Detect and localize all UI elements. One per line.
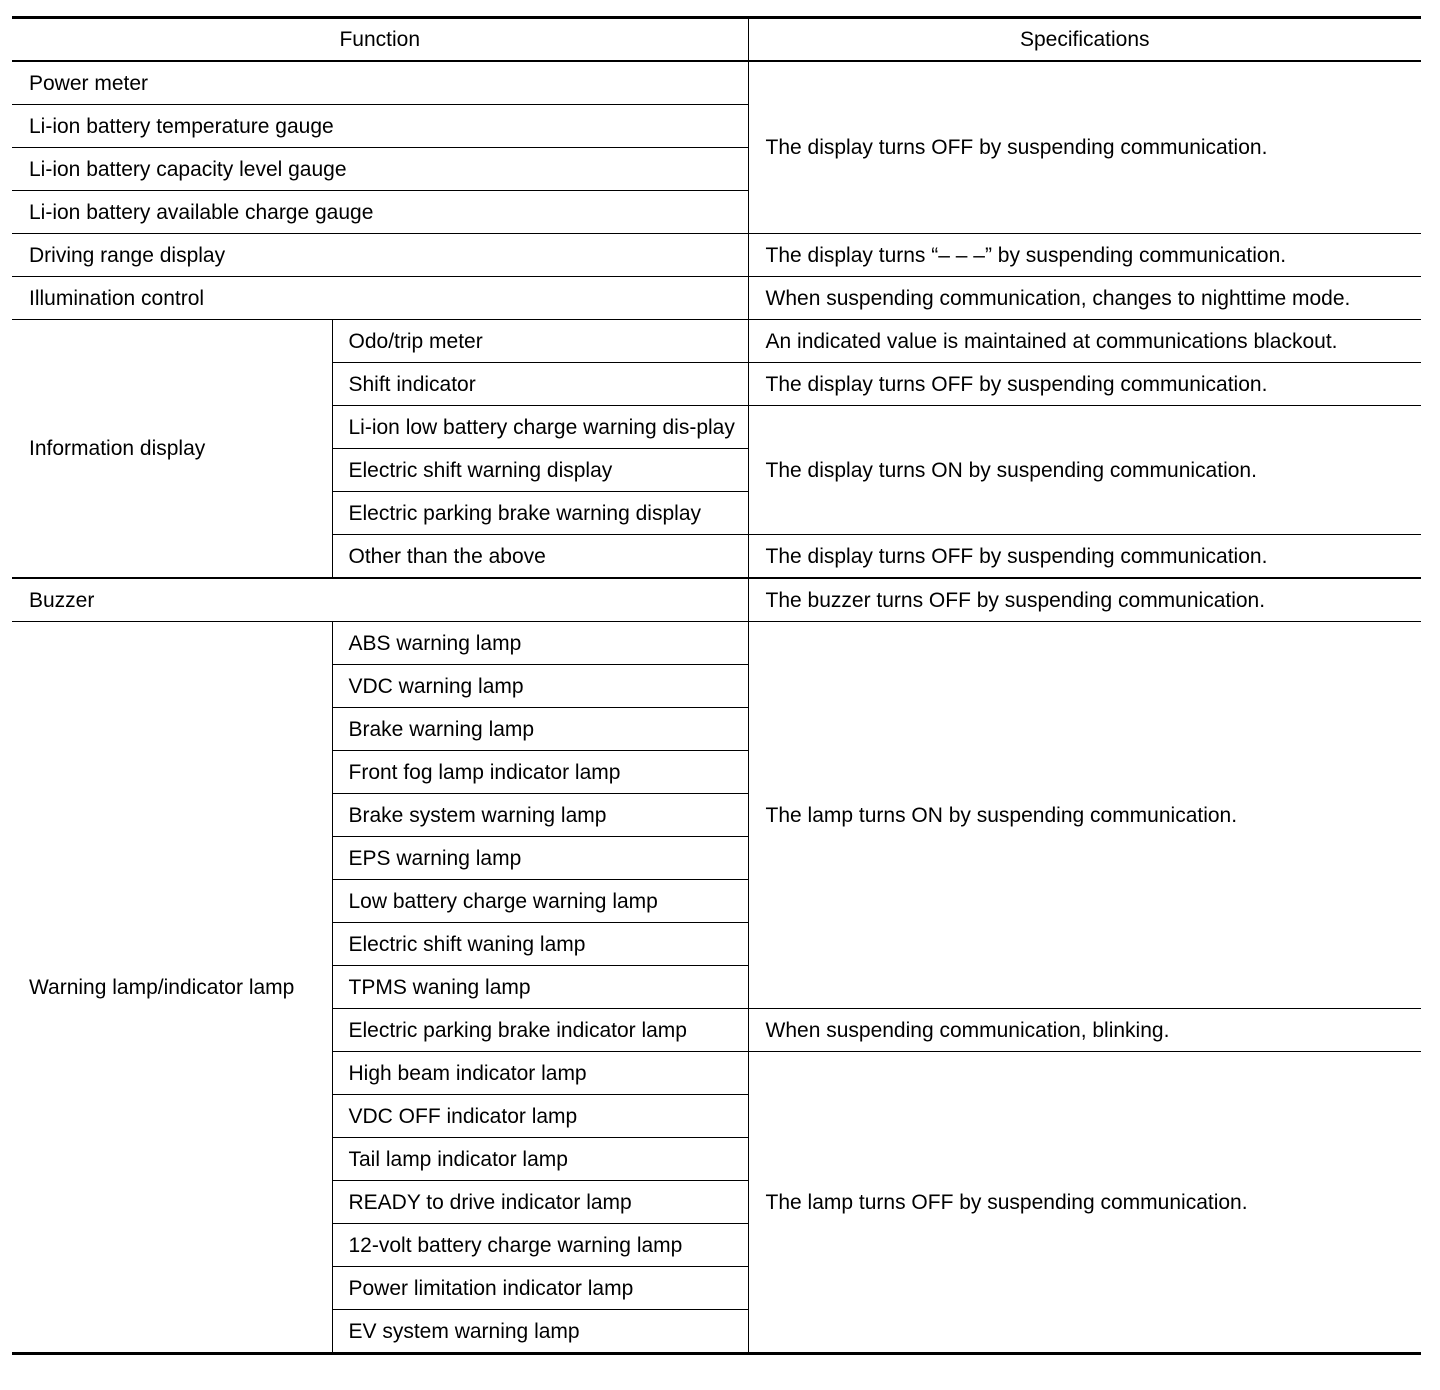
subfunction-cell: Tail lamp indicator lamp — [332, 1138, 748, 1181]
spec-cell: The display turns OFF by suspending communication. — [748, 363, 1421, 406]
subfunction-cell: ABS warning lamp — [332, 622, 748, 665]
table-row — [12, 622, 1421, 665]
subfunction-cell: Li-ion low battery charge warning dis-play — [332, 406, 748, 449]
spec-cell: The buzzer turns OFF by suspending communication. — [748, 578, 1421, 622]
subfunction-cell: Odo/trip meter — [332, 320, 748, 363]
function-cell: Li-ion battery capacity level gauge — [12, 148, 748, 191]
specifications-header: Specifications — [748, 18, 1421, 62]
fail-safe-table — [12, 16, 1421, 1355]
function-cell: Li-ion battery temperature gauge — [12, 105, 748, 148]
subfunction-cell: High beam indicator lamp — [332, 1052, 748, 1095]
table-row — [12, 277, 1421, 320]
spec-cell: The display turns OFF by suspending communication. — [748, 61, 1421, 234]
group-label-information-display: Information display — [12, 320, 332, 579]
subfunction-cell: Brake system warning lamp — [332, 794, 748, 837]
table-row — [12, 61, 1421, 105]
subfunction-cell: TPMS waning lamp — [332, 966, 748, 1009]
subfunction-cell: Electric parking brake indicator lamp — [332, 1009, 748, 1052]
subfunction-cell: Low battery charge warning lamp — [332, 880, 748, 923]
group-label-warning-lamp: Warning lamp/indicator lamp — [12, 622, 332, 1354]
subfunction-cell: Electric parking brake warning display — [332, 492, 748, 535]
spec-cell: When suspending communication, changes to nighttime mode. — [748, 277, 1421, 320]
function-cell: Buzzer — [12, 578, 748, 622]
subfunction-cell: 12-volt battery charge warning lamp — [332, 1224, 748, 1267]
subfunction-cell: Electric shift warning display — [332, 449, 748, 492]
header-row — [12, 18, 1421, 62]
subfunction-cell: EPS warning lamp — [332, 837, 748, 880]
function-header: Function — [12, 18, 748, 62]
spec-cell: An indicated value is maintained at communications blackout. — [748, 320, 1421, 363]
function-cell: Illumination control — [12, 277, 748, 320]
subfunction-cell: Electric shift waning lamp — [332, 923, 748, 966]
spec-cell: The display turns OFF by suspending communication. — [748, 535, 1421, 579]
table-row — [12, 320, 1421, 363]
table-row — [12, 234, 1421, 277]
spec-cell: The display turns ON by suspending communication. — [748, 406, 1421, 535]
function-cell: Power meter — [12, 61, 748, 105]
subfunction-cell: Power limitation indicator lamp — [332, 1267, 748, 1310]
subfunction-cell: Shift indicator — [332, 363, 748, 406]
function-cell: Li-ion battery available charge gauge — [12, 191, 748, 234]
spec-cell: The lamp turns ON by suspending communication. — [748, 622, 1421, 1009]
spec-cell: When suspending communication, blinking. — [748, 1009, 1421, 1052]
function-cell: Driving range display — [12, 234, 748, 277]
subfunction-cell: READY to drive indicator lamp — [332, 1181, 748, 1224]
subfunction-cell: VDC warning lamp — [332, 665, 748, 708]
subfunction-cell: Front fog lamp indicator lamp — [332, 751, 748, 794]
table-row — [12, 578, 1421, 622]
spec-cell: The display turns “– – –” by suspending communication. — [748, 234, 1421, 277]
subfunction-cell: EV system warning lamp — [332, 1310, 748, 1354]
subfunction-cell: VDC OFF indicator lamp — [332, 1095, 748, 1138]
subfunction-cell: Other than the above — [332, 535, 748, 579]
subfunction-cell: Brake warning lamp — [332, 708, 748, 751]
spec-cell: The lamp turns OFF by suspending communication. — [748, 1052, 1421, 1354]
